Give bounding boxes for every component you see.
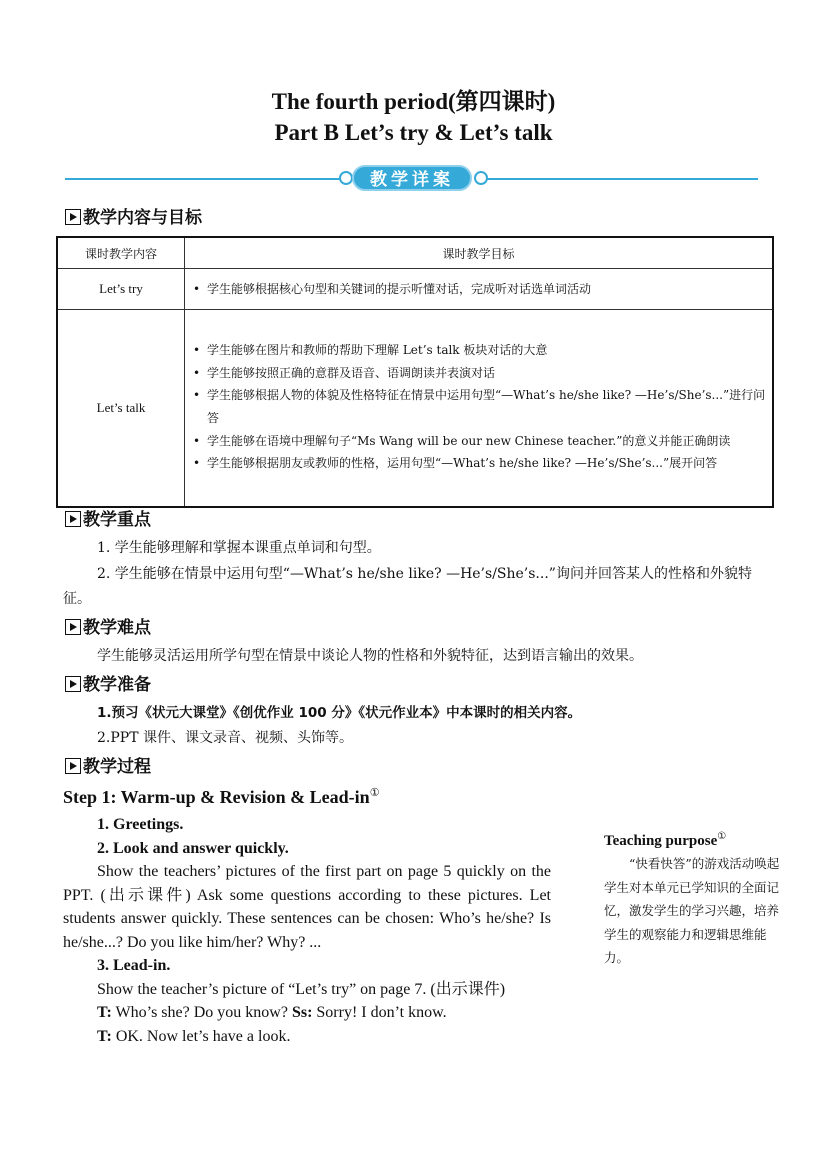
section-heading-difficulties: 教学难点	[65, 617, 151, 639]
dialog-line: T: Who’s she? Do you know? Ss: Sorry! I don’t know.	[97, 1004, 447, 1021]
goal-item: • 学生能够在语境中理解句子“Ms Wang will be our new Chinese teacher.”的意义并能正确朗读	[193, 430, 772, 453]
play-arrow-icon	[65, 676, 81, 692]
objectives-table	[56, 236, 774, 508]
difficulty-text: 学生能够灵活运用所学句型在情景中谈论人物的性格和外貌特征，达到语言输出的效果。	[97, 648, 643, 664]
section-heading-process: 教学过程	[65, 756, 151, 778]
play-arrow-icon	[65, 619, 81, 635]
section-banner: 教学详案	[352, 165, 472, 191]
banner-line-right	[482, 178, 758, 180]
play-arrow-icon	[65, 758, 81, 774]
greetings-heading: 1. Greetings.	[97, 816, 184, 833]
banner-cap-right	[474, 171, 488, 185]
key-point-2: 2. 学生能够在情景中运用句型“—What’s he/she like? —He’s/She’s...”询问并回答某人的性格和外貌特征。	[63, 566, 752, 607]
step-1-body	[63, 813, 551, 1048]
dialog-line: T: OK. Now let’s have a look.	[97, 1027, 291, 1045]
lead-in-heading: 3. Lead-in.	[97, 957, 171, 974]
table-cell-goals	[185, 310, 774, 508]
goal-item: • 学生能够根据人物的体貌及性格特征在情景中运用句型“—What’s he/she like? —He’s/She’s...”进行问答	[193, 384, 772, 429]
preparation-2: 2.PPT 课件、课文录音、视频、头饰等。	[97, 730, 353, 746]
side-note-text: “快看快答”的游戏活动唤起学生对本单元已学知识的全面记忆，激发学生的学习兴趣，培养学生的观察能力和逻辑思维能力。	[604, 856, 780, 965]
table-cell-content: Let’s talk	[57, 310, 185, 508]
look-answer-text: Show the teachers’ pictures of the first part on page 5 quickly on the PPT. (出示课件) Ask some questions according to these pictures. Let students answer quickly. These sentences can be chosen: Who’s he/she? Is he/she...? Do you like him/her? Why? ...	[63, 863, 551, 951]
play-arrow-icon	[65, 209, 81, 225]
table-row	[57, 269, 773, 310]
step-1-title: Step 1: Warm-up & Revision & Lead-in①	[63, 787, 380, 807]
table-header-cell: 课时教学内容	[57, 237, 185, 269]
goal-item: • 学生能够根据朋友或教师的性格，运用句型“—What’s he/she like? —He’s/She’s...”展开问答	[193, 452, 772, 475]
table-cell-goals	[185, 269, 774, 310]
section-heading-preparation: 教学准备	[65, 674, 151, 696]
table-header-row	[57, 237, 773, 269]
lead-in-text: Show the teacher’s picture of “Let’s try” on page 7. (出示课件)	[97, 980, 506, 998]
goal-item: • 学生能够按照正确的意群及语音、语调朗读并表演对话	[193, 362, 772, 385]
page-subtitle: Part B Let’s try & Let’s talk	[274, 120, 553, 145]
section-heading-key-points: 教学重点	[65, 509, 151, 531]
table-cell-content: Let’s try	[57, 269, 185, 310]
side-note-title: Teaching purpose①	[604, 831, 727, 849]
page-title: The fourth period(第四课时)	[271, 89, 556, 114]
goal-item: • 学生能够在图片和教师的帮助下理解 Let’s talk 板块对话的大意	[193, 339, 772, 362]
key-point-1: 1. 学生能够理解和掌握本课重点单词和句型。	[97, 540, 381, 556]
goal-item: • 学生能够根据核心句型和关键词的提示听懂对话，完成听对话选单词活动	[193, 278, 772, 301]
look-answer-heading: 2. Look and answer quickly.	[97, 839, 289, 857]
table-header-cell: 课时教学目标	[185, 237, 774, 269]
preparation-1: 1.预习《状元大课堂》《创优作业 100 分》《状元作业本》中本课时的相关内容。	[97, 705, 582, 721]
banner-line-left	[65, 178, 345, 180]
banner-cap-left	[339, 171, 353, 185]
table-row	[57, 310, 773, 508]
section-heading-content-goals: 教学内容与目标	[65, 207, 202, 229]
play-arrow-icon	[65, 511, 81, 527]
